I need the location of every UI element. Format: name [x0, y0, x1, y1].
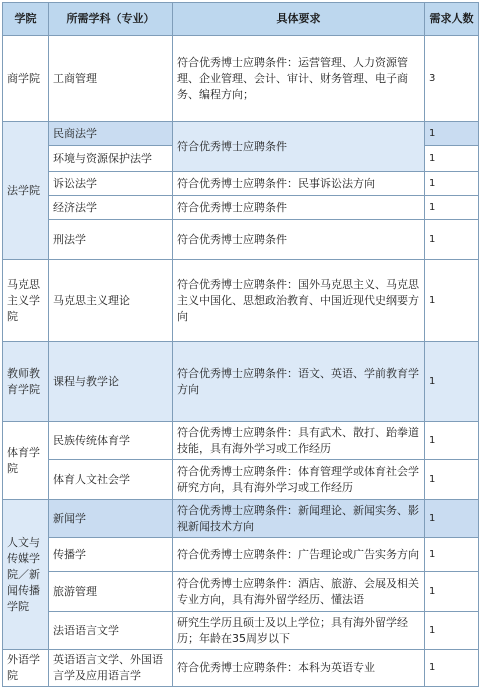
header-count: 需求人数 — [425, 3, 479, 36]
recruitment-table-container — [2, 2, 478, 687]
count-cell: 1 — [425, 196, 479, 220]
header-requirement: 具体要求 — [173, 3, 425, 36]
college-cell: 教师教育学院 — [3, 342, 49, 422]
subject-cell: 英语语言文学、外国语言学及应用语言学 — [49, 650, 173, 687]
requirement-cell: 符合优秀博士应聘条件：运营管理、人力资源管理、企业管理、会计、审计、财务管理、电子商务、编程方向； — [173, 36, 425, 122]
table-row — [3, 538, 479, 572]
subject-cell: 体育人文社会学 — [49, 460, 173, 500]
college-cell: 马克思主义学院 — [3, 260, 49, 342]
subject-cell: 马克思主义理论 — [49, 260, 173, 342]
count-cell: 1 — [425, 122, 479, 146]
requirement-cell: 符合优秀博士应聘条件：国外马克思主义、马克思主义中国化、思想政治教育、中国近现代史纲要方向 — [173, 260, 425, 342]
header-subject: 所需学科（专业） — [49, 3, 173, 36]
table-row — [3, 460, 479, 500]
table-row — [3, 122, 479, 146]
requirement-cell: 符合优秀博士应聘条件 — [173, 220, 425, 260]
count-cell: 1 — [425, 220, 479, 260]
subject-cell: 刑法学 — [49, 220, 173, 260]
table-row — [3, 260, 479, 342]
subject-cell: 民商法学 — [49, 122, 173, 146]
table-row — [3, 650, 479, 687]
count-cell: 1 — [425, 146, 479, 172]
table-row — [3, 422, 479, 460]
requirement-cell: 研究生学历且硕士及以上学位；具有海外留学经历；年龄在35周岁以下 — [173, 612, 425, 650]
college-cell: 商学院 — [3, 36, 49, 122]
table-header-row — [3, 3, 479, 36]
college-cell: 体育学院 — [3, 422, 49, 500]
subject-cell: 工商管理 — [49, 36, 173, 122]
recruitment-table — [2, 2, 479, 687]
college-cell: 外语学院 — [3, 650, 49, 687]
table-row — [3, 220, 479, 260]
subject-cell: 经济法学 — [49, 196, 173, 220]
subject-cell: 法语语言文学 — [49, 612, 173, 650]
count-cell: 1 — [425, 500, 479, 538]
table-row — [3, 572, 479, 612]
count-cell: 1 — [425, 260, 479, 342]
requirement-cell: 符合优秀博士应聘条件 — [173, 122, 425, 172]
count-cell: 1 — [425, 538, 479, 572]
table-row — [3, 36, 479, 122]
count-cell: 1 — [425, 460, 479, 500]
count-cell: 1 — [425, 572, 479, 612]
count-cell: 3 — [425, 36, 479, 122]
subject-cell: 新闻学 — [49, 500, 173, 538]
count-cell: 1 — [425, 172, 479, 196]
count-cell: 1 — [425, 612, 479, 650]
subject-cell: 旅游管理 — [49, 572, 173, 612]
table-row — [3, 612, 479, 650]
requirement-cell: 符合优秀博士应聘条件：民事诉讼法方向 — [173, 172, 425, 196]
requirement-cell: 符合优秀博士应聘条件：新闻理论、新闻实务、影视新闻技术方向 — [173, 500, 425, 538]
college-cell: 人文与传媒学院／新闻传播学院 — [3, 500, 49, 650]
requirement-cell: 符合优秀博士应聘条件：本科为英语专业 — [173, 650, 425, 687]
subject-cell: 环境与资源保护法学 — [49, 146, 173, 172]
requirement-cell: 符合优秀博士应聘条件：广告理论或广告实务方向 — [173, 538, 425, 572]
table-row — [3, 172, 479, 196]
college-cell: 法学院 — [3, 122, 49, 260]
requirement-cell: 符合优秀博士应聘条件 — [173, 196, 425, 220]
requirement-cell: 符合优秀博士应聘条件：体育管理学或体育社会学研究方向，具有海外学习或工作经历 — [173, 460, 425, 500]
subject-cell: 传播学 — [49, 538, 173, 572]
table-row — [3, 196, 479, 220]
table-row — [3, 500, 479, 538]
requirement-cell: 符合优秀博士应聘条件：语文、英语、学前教育学方向 — [173, 342, 425, 422]
subject-cell: 民族传统体育学 — [49, 422, 173, 460]
requirement-cell: 符合优秀博士应聘条件：具有武术、散打、跆拳道技能，具有海外学习或工作经历 — [173, 422, 425, 460]
count-cell: 1 — [425, 650, 479, 687]
requirement-cell: 符合优秀博士应聘条件：酒店、旅游、会展及相关专业方向，具有海外留学经历、懂法语 — [173, 572, 425, 612]
subject-cell: 诉讼法学 — [49, 172, 173, 196]
count-cell: 1 — [425, 342, 479, 422]
header-college: 学院 — [3, 3, 49, 36]
subject-cell: 课程与教学论 — [49, 342, 173, 422]
count-cell: 1 — [425, 422, 479, 460]
table-row — [3, 342, 479, 422]
